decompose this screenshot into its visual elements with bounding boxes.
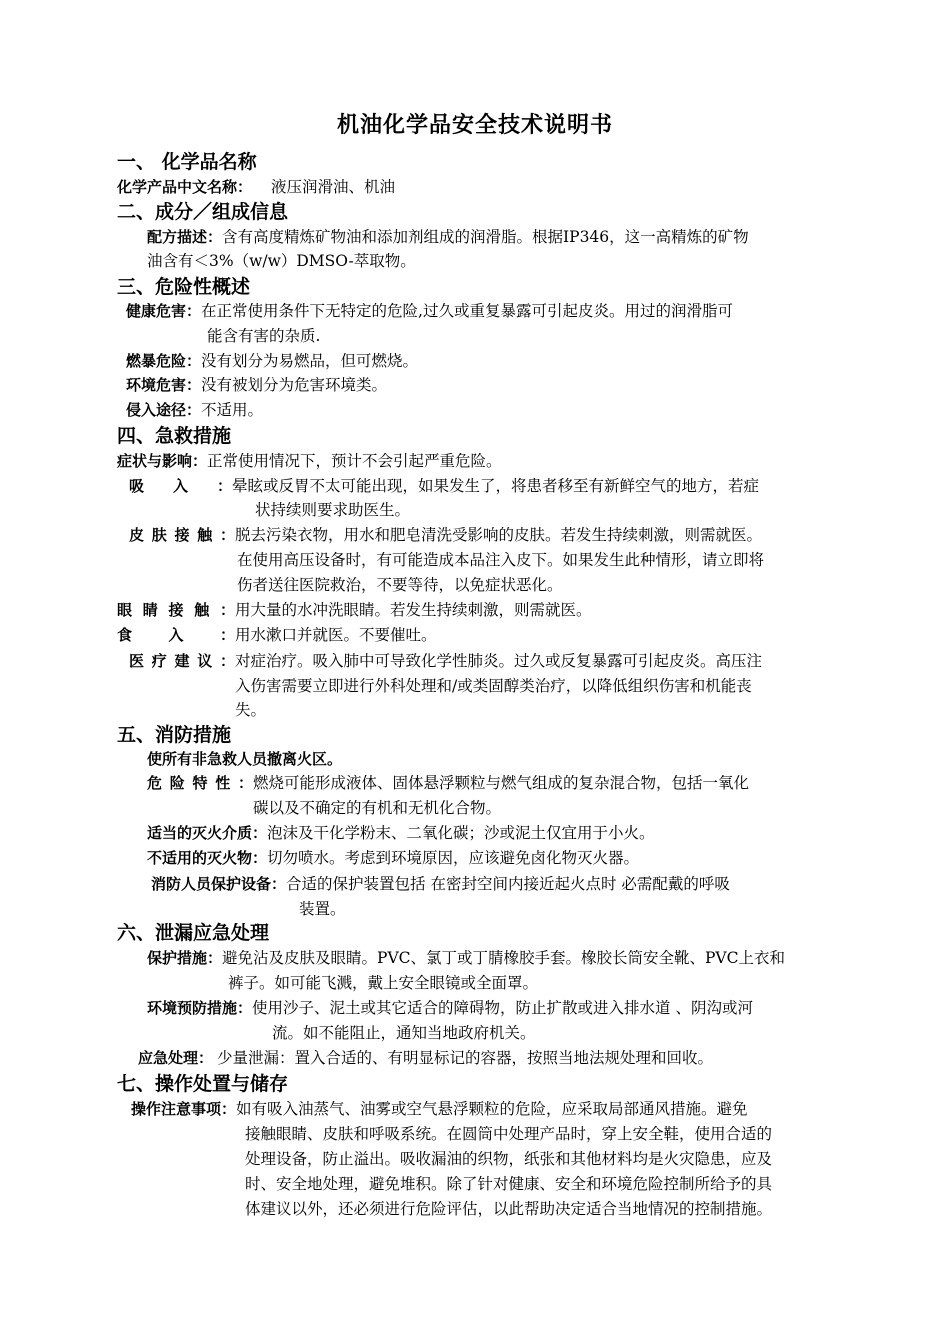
inhalation-text: 晕眩或反胃不太可能出现，如果发生了，将患者移至有新鲜空气的地方，若症	[232, 477, 760, 495]
protective-measures-text: 避免沾及皮肤及眼睛。PVC、氯丁或丁腈橡胶手套。橡胶长筒安全靴、PVC上衣和	[222, 949, 785, 967]
handling-precautions-label: 操作注意事项：	[131, 1100, 237, 1118]
symptom-row	[117, 449, 502, 473]
env-precautions-label: 环境预防措施：	[147, 999, 253, 1017]
fire-hazard-text: 没有划分为易燃品，但可燃烧。	[201, 352, 419, 370]
section-3-heading: 三、危险性概述	[117, 276, 251, 298]
health-hazard-text: 在正常使用条件下无特定的危险,过久或重复暴露可引起皮炎。用过的润滑脂可	[201, 302, 733, 320]
handling-precautions-text-cont-4: 体建议以外，还必须进行危险评估，以此帮助决定适合当地情况的控制措施。	[245, 1200, 773, 1218]
fire-hazard-property-text: 燃烧可能形成液体、固体悬浮颗粒与燃气组成的复杂混合物，包括一氧化	[253, 774, 750, 792]
skin-contact-text-cont-2: 伤者送往医院救治，不要等待，以免症状恶化。	[237, 576, 563, 594]
skin-contact-row	[129, 523, 762, 547]
handling-precautions-text: 如有吸入油蒸气、油雾或空气悬浮颗粒的危险，应采取局部通风措施。避免	[236, 1100, 748, 1118]
firefighter-ppe-text-cont: 装置。	[299, 900, 346, 918]
eye-contact-text: 用大量的水冲洗眼睛。若发生持续刺激，则需就医。	[235, 601, 592, 619]
skin-contact-text-cont-1: 在使用高压设备时，有可能造成本品注入皮下。如果发生此种情形，请立即将	[237, 551, 765, 569]
unsuitable-media-label: 不适用的灭火物：	[147, 849, 268, 867]
evacuate-notice: 使所有非急救人员撤离火区。	[147, 750, 343, 768]
medical-advice-text-cont-1: 入伤害需要立即进行外科处理和/或类固醇类治疗，以降低组织伤害和机能丧	[235, 677, 752, 695]
product-name-row	[117, 175, 395, 199]
unsuitable-media-text: 切勿喷水。考虑到环境原因，应该避免卤化物灭火器。	[267, 849, 640, 867]
formula-label: 配方描述：	[147, 228, 223, 246]
firefighter-ppe-row	[151, 872, 730, 896]
fire-hazard-label: 燃暴危险：	[126, 352, 202, 370]
env-precautions-row	[147, 996, 753, 1020]
section-1-heading: 一、 化学品名称	[117, 151, 257, 173]
ingestion-text: 用水漱口并就医。不要催吐。	[235, 626, 437, 644]
inhalation-row	[129, 474, 759, 498]
handling-precautions-text-cont-3: 时、安全地处理，避免堆积。除了针对健康、安全和环境危险控制所给予的具	[245, 1175, 773, 1193]
skin-contact-text: 脱去污染衣物，用水和肥皂清洗受影响的皮肤。若发生持续刺激，则需就医。	[235, 526, 763, 544]
env-hazard-row	[126, 373, 387, 397]
medical-advice-row	[129, 649, 762, 673]
firefighter-ppe-text: 合适的保护装置包括 在密封空间内接近起火点时 必需配戴的呼吸	[286, 875, 730, 893]
protective-measures-label: 保护措施：	[147, 949, 223, 967]
emergency-response-label: 应急处理：	[138, 1049, 214, 1067]
health-hazard-label: 健康危害：	[126, 302, 202, 320]
fire-hazard-row	[126, 349, 418, 373]
protective-measures-row	[147, 946, 785, 970]
exposure-route-label: 侵入途径：	[126, 401, 202, 419]
section-6-heading: 六、泄漏应急处理	[117, 922, 270, 944]
unsuitable-media-row	[147, 846, 639, 870]
skin-contact-label: 皮肤接触：	[129, 526, 235, 544]
product-name-value: 液压润滑油、机油	[270, 178, 395, 196]
handling-precautions-text-cont-2: 处理设备，防止溢出。吸收漏油的织物，纸张和其他材料均是火灾隐患，应及	[245, 1150, 773, 1168]
handling-precautions-text-cont-1: 接触眼睛、皮肤和呼吸系统。在圆筒中处理产品时，穿上安全鞋，使用合适的	[245, 1125, 773, 1143]
section-7-heading: 七、操作处置与储存	[117, 1073, 289, 1095]
emergency-response-row	[138, 1046, 713, 1070]
formula-text-cont: 油含有＜3%（w/w）DMSO-萃取物。	[147, 252, 416, 270]
document-title: 机油化学品安全技术说明书	[336, 113, 613, 138]
inhalation-label: 吸入：	[129, 477, 232, 495]
exposure-route-row	[126, 398, 263, 422]
section-2-heading: 二、成分／组成信息	[117, 201, 289, 223]
ingestion-row	[117, 623, 437, 647]
medical-advice-text: 对症治疗。吸入肺中可导致化学性肺炎。过久或反复暴露可引起皮炎。高压注	[235, 652, 763, 670]
health-hazard-text-cont: 能含有害的杂质.	[207, 327, 321, 345]
exposure-route-text: 不适用。	[201, 401, 264, 419]
ingestion-label: 食入：	[117, 626, 235, 644]
health-hazard-row	[126, 299, 733, 323]
product-name-label: 化学产品中文名称：	[117, 178, 253, 196]
medical-advice-text-cont-2: 失。	[235, 701, 267, 719]
protective-measures-text-cont: 裤子。如可能飞溅，戴上安全眼镜或全面罩。	[228, 974, 539, 992]
suitable-media-text: 泡沫及干化学粉末、二氧化碳；沙或泥土仅宜用于小火。	[267, 824, 655, 842]
formula-row	[147, 225, 749, 249]
fire-hazard-property-text-cont: 碳以及不确定的有机和无机化合物。	[253, 799, 502, 817]
section-4-heading: 四、急救措施	[117, 425, 232, 447]
symptom-text: 正常使用情况下，预计不会引起严重危险。	[207, 452, 502, 470]
env-precautions-text-cont: 流。如不能阻止，通知当地政府机关。	[272, 1024, 536, 1042]
inhalation-text-cont: 状持续则要求助医生。	[255, 501, 411, 519]
env-precautions-text: 使用沙子、泥土或其它适合的障碍物，防止扩散或进入排水道 、阴沟或河	[252, 999, 753, 1017]
eye-contact-row	[117, 598, 592, 622]
formula-text: 含有高度精炼矿物油和添加剂组成的润滑脂。根据IP346，这一高精炼的矿物	[222, 228, 749, 246]
section-5-heading: 五、消防措施	[117, 724, 232, 746]
fire-hazard-property-row	[147, 771, 749, 795]
emergency-response-text: 少量泄漏：置入合适的、有明显标记的容器，按照当地法规处理和回收。	[217, 1049, 714, 1067]
env-hazard-text: 没有被划分为危害环境类。	[201, 376, 388, 394]
fire-hazard-property-label: 危险特性：	[147, 774, 253, 792]
firefighter-ppe-label: 消防人员保护设备：	[151, 875, 287, 893]
env-hazard-label: 环境危害：	[126, 376, 202, 394]
suitable-media-label: 适当的灭火介质：	[147, 824, 268, 842]
handling-precautions-row	[131, 1097, 748, 1121]
eye-contact-label: 眼睛接触：	[117, 601, 235, 619]
symptom-label: 症状与影响：	[117, 452, 208, 470]
medical-advice-label: 医疗建议：	[129, 652, 235, 670]
suitable-media-row	[147, 821, 655, 845]
